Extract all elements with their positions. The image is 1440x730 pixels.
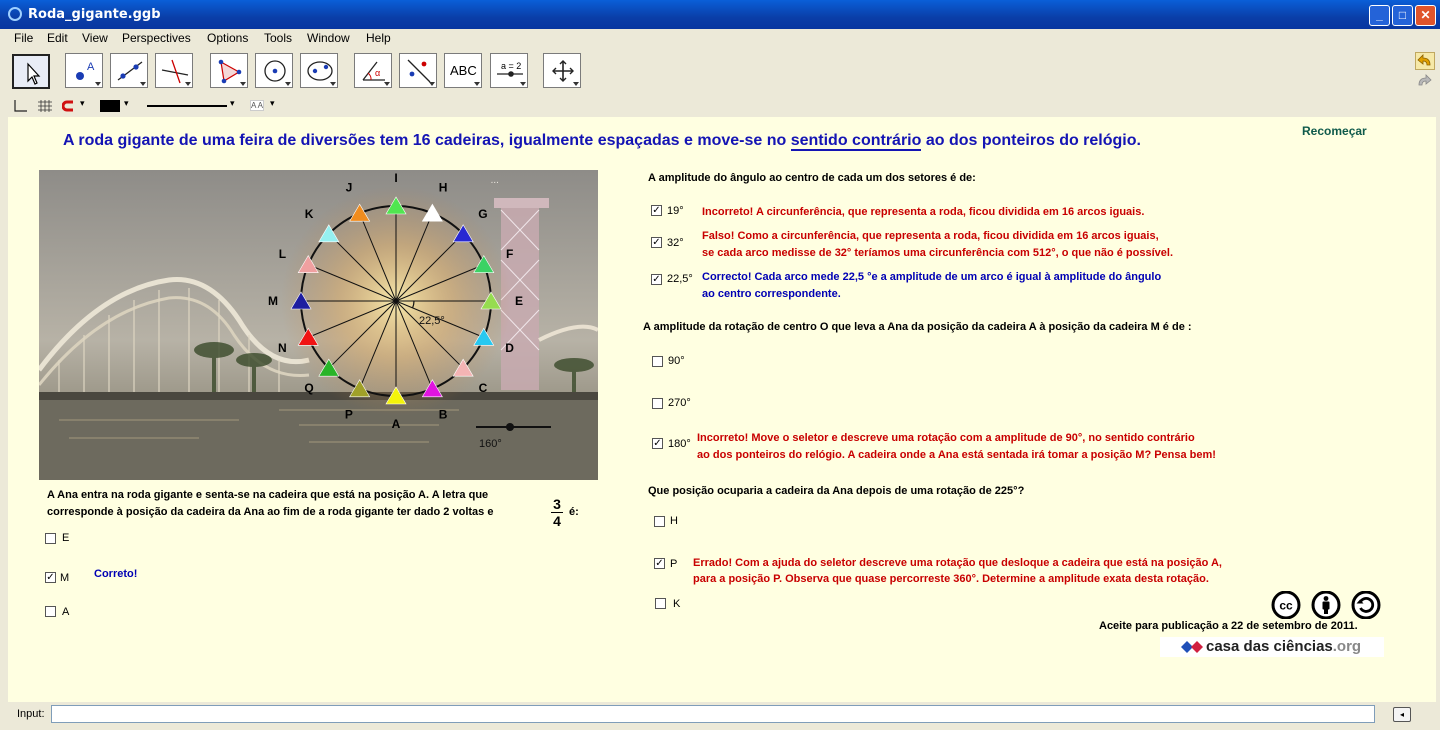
rotation-slider-handle[interactable] (506, 423, 514, 431)
minimize-button[interactable]: _ (1369, 5, 1390, 26)
tool-polygon[interactable] (210, 53, 248, 88)
chevron-down-icon[interactable]: ▾ (124, 98, 129, 108)
seat-label-i: I (394, 171, 398, 185)
q3-option-90-label: 90° (668, 355, 685, 367)
q1-option-a-label: A (62, 606, 70, 618)
rotation-slider-value: 160° (479, 438, 502, 450)
tool-move[interactable] (12, 54, 50, 89)
q4-feedback-line2: para a posição P. Observa que quase percorreste 360°. Determine a amplitude exata desta rotação. (693, 573, 1209, 585)
page-heading (63, 132, 1141, 150)
angle-label: 22,5° (419, 315, 445, 327)
menu-tools[interactable]: Tools (264, 31, 293, 45)
redo-icon (1415, 73, 1433, 89)
q4-feedback-line1: Errado! Com a ajuda do seletor descreve uma rotação que desloque a cadeira que está na posição A, (693, 557, 1222, 569)
q4-option-p-checkbox[interactable]: ✓ (655, 558, 664, 569)
q2-feedback-32-line1: Falso! Como a circunferência, que representa a roda, ficou dividida em 16 arcos iguais, (702, 230, 1159, 242)
menu-window[interactable]: Window (307, 31, 350, 45)
seat-label-k: K (304, 207, 314, 222)
keyboard-toggle-icon: ◂ (1399, 710, 1404, 719)
q1-feedback: Correto! (94, 568, 138, 580)
tool-line[interactable] (110, 53, 148, 88)
logo-text (1206, 638, 1361, 655)
q2-feedback-22-5-line2: ao centro correspondente. (702, 288, 841, 300)
menu-options[interactable]: Options (207, 31, 249, 45)
image-watermark: ... (491, 175, 500, 186)
menu-file[interactable]: File (14, 31, 34, 45)
seat-label-f: F (505, 246, 514, 261)
q2-option-19-checkbox[interactable]: ✓ (652, 205, 661, 216)
q3-option-90-checkbox[interactable] (652, 356, 663, 367)
q1-option-a-checkbox[interactable] (45, 606, 56, 617)
ferris-wheel-image (39, 170, 598, 480)
q3-title: A amplitude da rotação de centro O que leva a Ana da posição da cadeira A à posição da cadeira M é de : (643, 321, 1192, 333)
menu-help[interactable]: Help (366, 31, 391, 45)
move-view-icon (548, 58, 578, 84)
line-style-sample[interactable] (147, 105, 227, 107)
creative-commons-badge (1270, 591, 1385, 619)
q1-suffix: é: (569, 506, 579, 518)
q4-option-k-checkbox[interactable] (655, 598, 666, 609)
logo-suffix: .org (1332, 638, 1362, 655)
svg-text:α: α (375, 68, 381, 78)
tool-perpendicular[interactable] (155, 53, 193, 88)
tool-slider[interactable] (490, 53, 528, 88)
tool-conic[interactable] (300, 53, 338, 88)
menu-edit[interactable]: Edit (47, 31, 68, 45)
q3-option-270-label: 270° (668, 397, 691, 409)
sa-icon (1353, 592, 1379, 618)
chevron-down-icon[interactable]: ▾ (230, 98, 235, 108)
q4-option-k-label: K (673, 598, 681, 610)
window-title: Roda_gigante.ggb (28, 7, 161, 22)
slider-tool-label: a = 2 (501, 61, 522, 71)
heading-part1: A roda gigante de uma feira de diversões tem 16 cadeiras, igualmente espaçadas e move-se no (63, 132, 787, 149)
circle-icon (260, 58, 290, 84)
seat-label-l: L (278, 246, 287, 261)
point-icon (70, 58, 100, 84)
q3-feedback-line2: ao dos ponteiros do relógio. A cadeira onde a Ana está sentada irá tomar a posição M? Pensa bem! (697, 449, 1216, 461)
tool-angle[interactable] (354, 53, 392, 88)
seat-label-e: E (514, 294, 524, 308)
by-icon (1313, 592, 1339, 618)
seat-label-n: N (278, 341, 287, 356)
maximize-button[interactable]: □ (1392, 5, 1413, 26)
publication-date: Aceite para publicação a 22 de setembro de 2011. (1099, 620, 1358, 632)
ferris-wheel-drawing (39, 170, 598, 480)
q2-feedback-32-line2: se cada arco medisse de 32° teríamos uma circunferência com 512°, o que não é possível. (702, 247, 1174, 259)
seat-label-q: Q (304, 380, 314, 395)
color-swatch[interactable] (100, 100, 120, 112)
q2-feedback-19: Incorreto! A circunferência, que representa a roda, ficou dividida em 16 arcos iguais. (702, 206, 1145, 218)
seat-label-b: B (438, 407, 448, 422)
q4-option-h-checkbox[interactable] (654, 516, 665, 527)
q4-option-h-label: H (670, 515, 678, 527)
tool-move-view[interactable] (543, 53, 581, 88)
q3-option-270-checkbox[interactable] (652, 398, 663, 409)
toolbar (0, 48, 1440, 96)
svg-text:cc: cc (1279, 598, 1293, 613)
q4-title: Que posição ocuparia a cadeira da Ana depois de uma rotação de 225°? (648, 485, 1025, 497)
seat-label-a: A (391, 417, 401, 431)
q2-option-19-label: 19° (667, 205, 684, 217)
close-button[interactable]: ✕ (1415, 5, 1436, 26)
fraction-denominator: 4 (553, 513, 561, 529)
input-label: Input: (17, 708, 45, 720)
line-icon (115, 58, 145, 84)
menu-view[interactable]: View (82, 31, 108, 45)
heading-part2: ao dos ponteiros do relógio. (925, 132, 1141, 149)
fraction-numerator: 3 (551, 497, 563, 513)
q3-option-180-checkbox[interactable]: ✓ (653, 438, 662, 449)
seat-label-j: J (345, 180, 353, 195)
tool-point[interactable] (65, 53, 103, 88)
svg-text:A: A (87, 61, 95, 73)
font-size-button[interactable]: A A (251, 101, 264, 110)
seat-label-h: H (438, 180, 448, 195)
ellipse-icon (305, 58, 335, 84)
q2-feedback-22-5-line1: Correcto! Cada arco mede 22,5 °e a amplitude de um arco é igual à amplitude do ângulo (702, 271, 1162, 283)
restart-button[interactable]: Recomeçar (1302, 124, 1367, 138)
q1-text-line1: A Ana entra na roda gigante e senta-se na cadeira que está na posição A. A letra que (47, 489, 489, 501)
menu-bar (0, 29, 1440, 48)
text-tool-label: ABC (450, 63, 477, 78)
q1-option-m-checkbox[interactable]: ✓ (46, 572, 55, 583)
seat-label-c: C (478, 380, 488, 395)
casa-das-ciencias-logo (1160, 637, 1384, 657)
input-field[interactable] (51, 705, 1375, 723)
q1-option-e-checkbox[interactable] (45, 533, 56, 544)
tool-circle[interactable] (255, 53, 293, 88)
tool-text[interactable] (444, 53, 482, 88)
perpendicular-line-icon (160, 58, 190, 84)
logo-name: casa das ciências (1206, 638, 1333, 655)
graphics-view[interactable] (8, 117, 1436, 702)
reflect-icon (404, 58, 434, 84)
polygon-icon (215, 58, 245, 84)
q1-option-e-label: E (62, 532, 70, 544)
cursor-arrow-icon (18, 60, 46, 86)
seat-label-m: M (268, 294, 278, 308)
input-bar (0, 702, 1440, 730)
q3-feedback-line1: Incorreto! Move o seletor e descreve uma rotação com a amplitude de 90°, no sentido contrário (697, 432, 1195, 444)
undo-icon (1416, 53, 1434, 69)
logo-mark-icon (1181, 640, 1205, 654)
title-bar (0, 0, 1440, 29)
seat-label-p: P (344, 407, 353, 422)
magnet-icon[interactable] (62, 99, 76, 113)
q2-option-32-label: 32° (667, 237, 684, 249)
slider-icon (495, 58, 525, 84)
q2-option-32-checkbox[interactable]: ✓ (652, 237, 661, 248)
q2-option-22-5-checkbox[interactable]: ✓ (652, 274, 661, 285)
q1-text-line2: corresponde à posição da cadeira da Ana ao fim de a roda gigante ter dado 2 voltas e (47, 506, 494, 518)
heading-underlined: sentido contrário (790, 132, 922, 149)
q1-fraction (551, 497, 563, 529)
style-bar (0, 95, 1440, 117)
q2-option-22-5-label: 22,5° (667, 273, 693, 285)
seat-label-g: G (478, 207, 488, 222)
q4-option-p-label: P (670, 558, 678, 570)
q2-title: A amplitude do ângulo ao centro de cada um dos setores é de: (648, 172, 976, 184)
tool-reflect[interactable] (399, 53, 437, 88)
undo-button[interactable] (1415, 52, 1435, 70)
angle-icon (359, 58, 389, 84)
q3-option-180-label: 180° (668, 438, 691, 450)
app-icon (8, 7, 22, 21)
seat-label-d: D (505, 341, 514, 356)
grid-icon[interactable] (37, 99, 53, 113)
axes-icon[interactable] (12, 99, 28, 113)
menu-perspectives[interactable]: Perspectives (122, 31, 191, 45)
chevron-down-icon[interactable]: ▾ (80, 98, 85, 108)
chevron-down-icon[interactable]: ▾ (270, 98, 275, 108)
q1-option-m-label: M (60, 572, 70, 584)
redo-button[interactable] (1415, 73, 1435, 91)
input-help-button[interactable] (1393, 707, 1411, 722)
cc-icon (1273, 592, 1299, 618)
